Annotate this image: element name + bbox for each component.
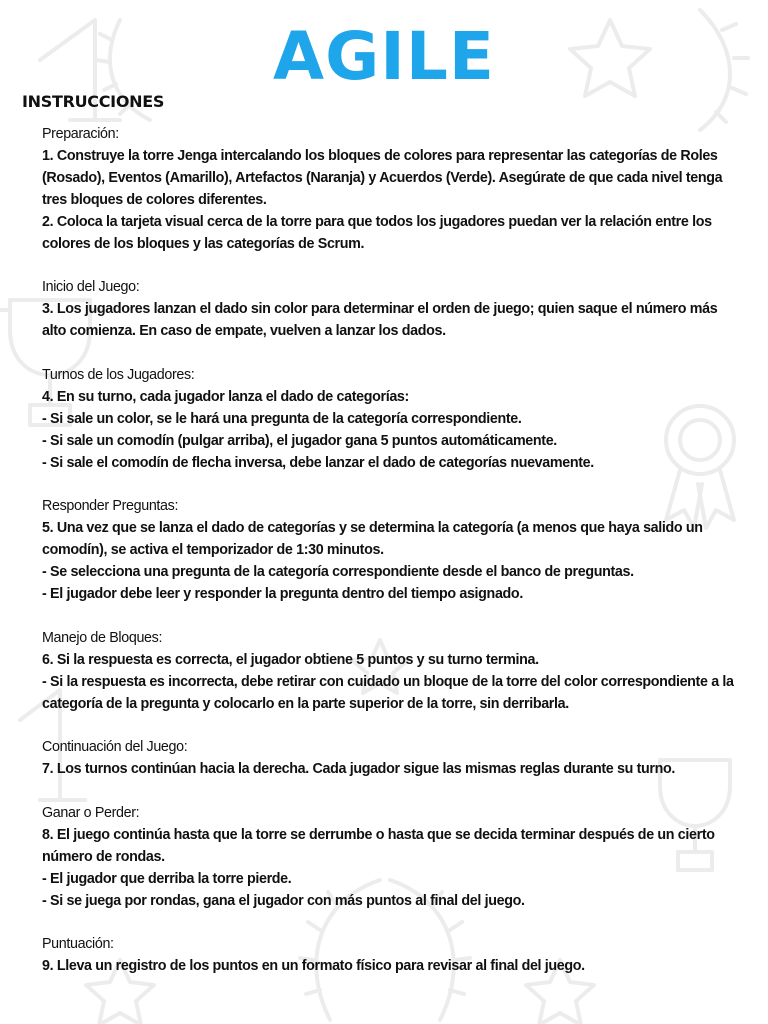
instruction-line: - Si la respuesta es incorrecta, debe retirar con cuidado un bloque de la torre del color correspondiente a la categoría de la pregunta y colocarlo en la parte superior de la torre, sin derribarla. bbox=[42, 673, 734, 712]
instruction-line: - Se selecciona una pregunta de la categoría correspondiente desde el banco de preguntas. bbox=[42, 564, 634, 581]
instruction-line: - Si sale el comodín de flecha inversa, debe lanzar el dado de categorías nuevamente. bbox=[42, 454, 594, 471]
section-heading: Turnos de los Jugadores: bbox=[42, 366, 195, 383]
section-heading: Preparación: bbox=[42, 126, 119, 142]
page-title: AGILE bbox=[273, 18, 495, 95]
section-player-turns bbox=[42, 365, 742, 475]
section-heading: Ganar o Perder: bbox=[42, 805, 140, 821]
section-heading: Inicio del Juego: bbox=[42, 279, 140, 296]
section-preparation bbox=[42, 124, 742, 255]
section-heading: Manejo de Bloques: bbox=[42, 629, 163, 646]
section-game-start bbox=[42, 277, 742, 343]
instruction-line: 4. En su turno, cada jugador lanza el dado de categorías: bbox=[42, 388, 409, 405]
instruction-line: 9. Lleva un registro de los puntos en un formato físico para revisar al final del juego. bbox=[42, 958, 585, 975]
instruction-line: 7. Los turnos continúan hacia la derecha. Cada jugador sigue las mismas reglas durante su turno. bbox=[42, 761, 675, 778]
instruction-line: 5. Una vez que se lanza el dado de categorías y se determina la categoría (a menos que haya salido un comodín), se activa el temporizador de 1:30 minutos. bbox=[42, 520, 703, 559]
section-heading: Continuación del Juego: bbox=[42, 739, 188, 756]
instruction-line: - El jugador debe leer y responder la pregunta dentro del tiempo asignado. bbox=[42, 585, 523, 602]
instruction-line: 2. Coloca la tarjeta visual cerca de la torre para que todos los jugadores puedan ver la relación entre los colores de los bloques y las categorías de Scrum. bbox=[42, 213, 712, 252]
instruction-line: 8. El juego continúa hasta que la torre se derrumbe o hasta que se decida terminar después de un cierto número de rondas. bbox=[42, 826, 715, 865]
section-block-handling bbox=[42, 628, 742, 716]
instruction-line: - El jugador que derriba la torre pierde. bbox=[42, 870, 292, 887]
section-answer-questions bbox=[42, 496, 742, 606]
instruction-line: 3. Los jugadores lanzan el dado sin color para determinar el orden de juego; quien saque el número más alto comienza. En caso de empate, vuelven a lanzar los dados. bbox=[42, 301, 718, 340]
instruction-line: - Si sale un color, se le hará una pregunta de la categoría correspondiente. bbox=[42, 410, 522, 427]
section-heading: Responder Preguntas: bbox=[42, 498, 179, 515]
instruction-line: 1. Construye la torre Jenga intercalando los bloques de colores para representar las categorías de Roles (Rosado), Eventos (Amarillo), Artefactos (Naranja) y Acuerdos (Verde). Asegúrate de que cada nivel tenga tres bloques de colores diferentes. bbox=[42, 147, 723, 208]
section-heading: Puntuación: bbox=[42, 936, 114, 953]
instruction-line: 6. Si la respuesta es correcta, el jugador obtiene 5 puntos y su turno termina. bbox=[42, 651, 539, 668]
instruction-line: - Si se juega por rondas, gana el jugador con más puntos al final del juego. bbox=[42, 892, 525, 909]
section-win-lose bbox=[42, 803, 742, 913]
section-game-continuation bbox=[42, 737, 742, 781]
section-scoring bbox=[42, 934, 742, 978]
instruction-line: - Si sale un comodín (pulgar arriba), el jugador gana 5 puntos automáticamente. bbox=[42, 432, 557, 449]
instructions-body bbox=[42, 124, 742, 978]
instructions-heading: INSTRUCCIONES bbox=[22, 92, 165, 111]
